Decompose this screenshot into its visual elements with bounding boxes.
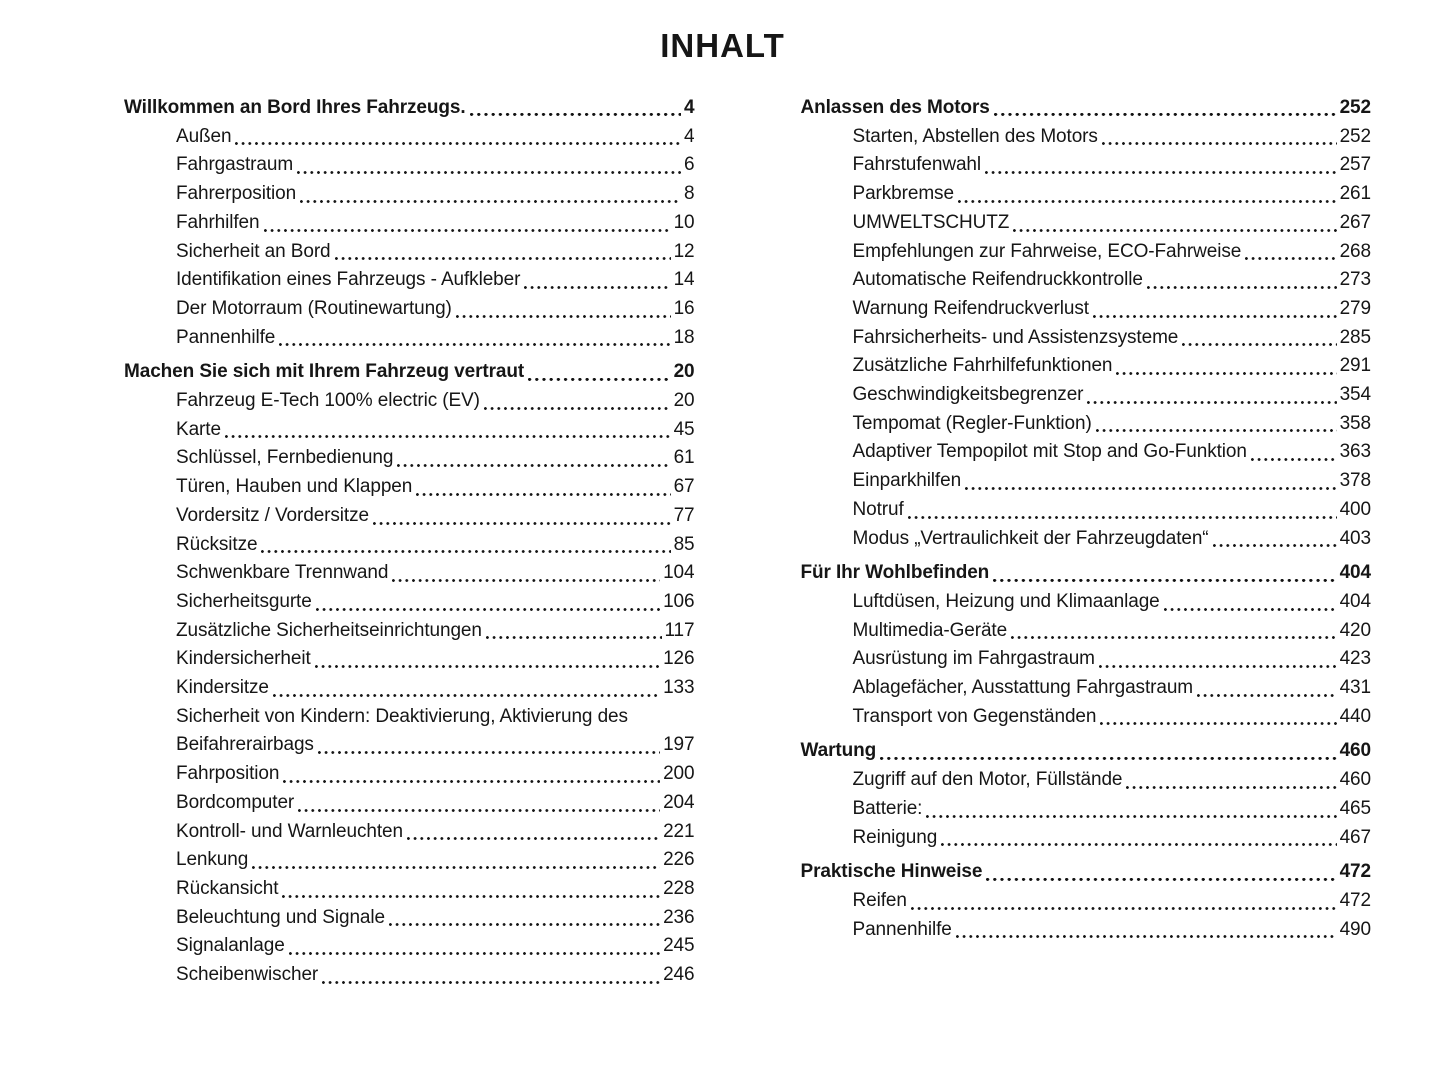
page-number: 420 (1339, 619, 1371, 641)
page-number: 257 (1339, 154, 1371, 176)
entry-label: Tempomat (Regler-Funktion) (852, 412, 1092, 434)
dot-leader (273, 694, 660, 697)
toc-entry (124, 645, 695, 674)
entry-label: Zusätzliche Sicherheitseinrichtungen (176, 619, 482, 641)
toc-entry (124, 295, 695, 324)
entry-label: Türen, Hauben und Klappen (176, 476, 413, 498)
toc-section-heading (124, 94, 695, 123)
dot-leader (908, 516, 1337, 519)
toc-entry (801, 916, 1372, 945)
entry-label: Rückansicht (176, 877, 279, 899)
toc-entry (124, 961, 695, 990)
entry-label: Fahrsicherheits- und Assistenzsysteme (852, 326, 1179, 348)
page-number: 228 (663, 877, 695, 899)
toc-entry (124, 846, 695, 875)
toc-column-left (124, 94, 695, 990)
entry-label: Sicherheitsgurte (176, 590, 312, 612)
toc-entry (801, 766, 1372, 795)
toc-entry (124, 559, 695, 588)
section-title: Anlassen des Motors (800, 97, 990, 118)
dot-leader (1164, 608, 1337, 611)
dot-leader (880, 757, 1336, 760)
toc-entry (124, 617, 695, 646)
toc-entry (801, 645, 1372, 674)
entry-label: Transport von Gegenständen (852, 705, 1097, 727)
dot-leader (335, 257, 671, 260)
dot-leader (1011, 636, 1337, 639)
dot-leader (1100, 722, 1336, 725)
toc-section-heading (801, 737, 1372, 766)
page-number: 126 (663, 648, 695, 670)
page-number: 404 (1339, 562, 1371, 584)
dot-leader (528, 378, 670, 381)
toc-entry (801, 674, 1372, 703)
dot-leader (373, 522, 671, 525)
toc-entry (801, 525, 1372, 554)
toc-entry (124, 238, 695, 267)
toc-entry (801, 795, 1372, 824)
page-number: 490 (1339, 918, 1371, 940)
entry-label: Ablagefächer, Ausstattung Fahrgastraum (852, 677, 1194, 699)
page-number: 404 (1339, 590, 1371, 612)
entry-label: Außen (176, 125, 232, 147)
dot-leader (322, 981, 660, 984)
entry-label: Kindersitze (176, 677, 269, 699)
section-title: Für Ihr Wohlbefinden (800, 562, 990, 584)
toc-entry (124, 789, 695, 818)
dot-leader (911, 907, 1337, 910)
entry-label: Einparkhilfen (852, 470, 962, 492)
page-number: 431 (1339, 677, 1371, 699)
toc-entry (801, 410, 1372, 439)
page-number: 61 (673, 447, 695, 469)
entry-label: Fahrhilfen (176, 211, 260, 233)
dot-leader (297, 171, 681, 174)
dot-leader (958, 200, 1337, 203)
entry-label: Identifikation eines Fahrzeugs - Aufkleber (176, 269, 521, 291)
dot-leader (289, 952, 660, 955)
section-title: Willkommen an Bord Ihres Fahrzeugs. (124, 97, 466, 118)
dot-leader (1245, 257, 1336, 260)
dot-leader (225, 435, 671, 438)
entry-label: Fahrerposition (176, 183, 297, 205)
dot-leader (264, 229, 671, 232)
dot-leader (389, 923, 660, 926)
dot-leader (392, 579, 660, 582)
entry-label: Pannenhilfe (176, 326, 276, 348)
toc-entry (801, 496, 1372, 525)
entry-label: Lenkung (176, 849, 249, 871)
page-number: 460 (1339, 769, 1371, 791)
entry-label: Sicherheit von Kindern: Deaktivierung, Aktivierung des (176, 705, 628, 727)
dot-leader (1087, 401, 1336, 404)
entry-label: Fahrgastraum (176, 154, 294, 176)
dot-leader (407, 837, 660, 840)
page-number: 423 (1339, 648, 1371, 670)
toc-entry (801, 324, 1372, 353)
dot-leader (1099, 665, 1337, 668)
entry-label: Reifen (852, 889, 907, 911)
toc-entry (124, 904, 695, 933)
entry-label: Batterie: (852, 797, 923, 819)
dot-leader (283, 780, 660, 783)
page-title: INHALT (660, 27, 785, 64)
entry-label: Luftdüsen, Heizung und Klimaanlage (852, 590, 1160, 612)
page-number: 400 (1339, 498, 1371, 520)
entry-label: Sicherheit an Bord (176, 240, 331, 262)
page-number: 117 (664, 619, 695, 641)
entry-label: Starten, Abstellen des Motors (852, 125, 1098, 147)
dot-leader (956, 935, 1337, 938)
entry-label: Geschwindigkeitsbegrenzer (852, 384, 1084, 406)
page-number: 226 (663, 849, 695, 871)
toc-entry (801, 238, 1372, 267)
dot-leader (1126, 786, 1336, 789)
toc-section-heading (801, 559, 1372, 588)
toc-entry (124, 588, 695, 617)
toc-entry (801, 703, 1372, 732)
entry-label: Scheibenwischer (176, 964, 319, 986)
toc-entry (801, 824, 1372, 853)
page-number: 6 (684, 154, 695, 176)
section-title: Wartung (800, 740, 877, 762)
page-number: 10 (673, 211, 695, 233)
entry-label: Bordcomputer (176, 791, 295, 813)
entry-label: Kontroll- und Warnleuchten (176, 820, 403, 842)
dot-leader (985, 171, 1337, 174)
page-number: 268 (1339, 240, 1371, 262)
entry-label: Fahrzeug E-Tech 100% electric (EV) (176, 390, 480, 412)
toc-entry (124, 674, 695, 703)
dot-leader (1116, 372, 1336, 375)
page-number: 67 (673, 476, 695, 498)
entry-label: Notruf (852, 498, 904, 520)
dot-leader (1251, 458, 1337, 461)
entry-label: Fahrposition (176, 763, 280, 785)
dot-leader (300, 200, 681, 203)
toc-entry (801, 266, 1372, 295)
toc-entry (124, 387, 695, 416)
page-number: 460 (1339, 740, 1371, 762)
dot-leader (298, 809, 660, 812)
dot-leader (486, 636, 662, 639)
dot-leader (994, 113, 1337, 116)
page-number: 246 (663, 964, 695, 986)
entry-label: Beifahrerairbags (176, 734, 314, 756)
toc-entry (124, 151, 695, 180)
toc-entry (801, 887, 1372, 916)
page-number: 467 (1339, 826, 1371, 848)
page-number: 20 (673, 361, 695, 383)
page-number: 403 (1339, 527, 1371, 549)
dot-leader (397, 464, 670, 467)
dot-leader (926, 815, 1336, 818)
entry-label: Signalanlage (176, 935, 285, 957)
page-number: 236 (663, 906, 695, 928)
toc-entry (124, 209, 695, 238)
dot-leader (484, 407, 671, 410)
toc-entry (124, 502, 695, 531)
page-number: 221 (663, 820, 695, 842)
dot-leader (1197, 694, 1337, 697)
entry-label: Schwenkbare Trennwand (176, 562, 389, 584)
page-number: 472 (1339, 889, 1371, 911)
dot-leader (261, 550, 670, 553)
toc-entry (124, 932, 695, 961)
page-number: 354 (1339, 384, 1371, 406)
page-number: 273 (1339, 269, 1371, 291)
page-number: 363 (1339, 441, 1371, 463)
dot-leader (1096, 429, 1337, 432)
dot-leader (279, 343, 670, 346)
toc (0, 94, 1445, 990)
toc-entry (801, 123, 1372, 152)
page-number: 279 (1339, 297, 1371, 319)
toc-entry (124, 875, 695, 904)
entry-label: Adaptiver Tempopilot mit Stop and Go-Funktion (852, 441, 1247, 463)
dot-leader (1102, 142, 1337, 145)
page-number: 18 (673, 326, 695, 348)
entry-label: Pannenhilfe (852, 918, 952, 940)
dot-leader (524, 286, 670, 289)
toc-entry (124, 731, 695, 760)
dot-leader (965, 487, 1337, 490)
entry-label: Schlüssel, Fernbedienung (176, 447, 394, 469)
page-number: 252 (1339, 125, 1371, 147)
entry-label: Beleuchtung und Signale (176, 906, 385, 928)
dot-leader (282, 895, 660, 898)
page-number: 472 (1339, 861, 1371, 883)
entry-label: Multimedia-Geräte (852, 619, 1008, 641)
page-number: 14 (673, 269, 695, 291)
dot-leader (1213, 544, 1337, 547)
toc-entry (801, 295, 1372, 324)
toc-entry-first-line (124, 703, 695, 732)
dot-leader (416, 493, 670, 496)
toc-entry (124, 416, 695, 445)
toc-entry (124, 266, 695, 295)
dot-leader (993, 579, 1336, 582)
toc-entry (124, 473, 695, 502)
page-number: 440 (1339, 705, 1371, 727)
page-number: 133 (663, 677, 695, 699)
entry-label: Ausrüstung im Fahrgastraum (852, 648, 1095, 670)
toc-entry (124, 818, 695, 847)
dot-leader (1093, 315, 1337, 318)
page-number: 197 (663, 734, 695, 756)
toc-section-heading (801, 858, 1372, 887)
dot-leader (1182, 343, 1336, 346)
page-number: 252 (1339, 97, 1371, 118)
page-number: 285 (1339, 326, 1371, 348)
page-number: 204 (663, 791, 695, 813)
toc-entry (801, 438, 1372, 467)
entry-label: Empfehlungen zur Fahrweise, ECO-Fahrweise (852, 240, 1242, 262)
dot-leader (941, 843, 1336, 846)
entry-label: Zusätzliche Fahrhilfefunktionen (852, 355, 1113, 377)
entry-label: Automatische Reifendruckkontrolle (852, 269, 1143, 291)
section-title: Machen Sie sich mit Ihrem Fahrzeug vertraut (124, 361, 525, 383)
entry-label: Fahrstufenwahl (852, 154, 982, 176)
entry-label: UMWELTSCHUTZ (852, 211, 1010, 233)
page-number: 106 (663, 590, 695, 612)
dot-leader (456, 315, 671, 318)
toc-entry (801, 151, 1372, 180)
page-number: 358 (1339, 412, 1371, 434)
entry-label: Kindersicherheit (176, 648, 311, 670)
dot-leader (318, 751, 660, 754)
dot-leader (1147, 286, 1337, 289)
dot-leader (315, 665, 660, 668)
toc-entry (124, 444, 695, 473)
toc-column-right (801, 94, 1372, 990)
entry-label: Modus „Vertraulichkeit der Fahrzeugdaten“ (852, 527, 1209, 549)
page-number: 378 (1339, 470, 1371, 492)
dot-leader (252, 866, 660, 869)
page-number: 200 (663, 763, 695, 785)
toc-entry (124, 531, 695, 560)
toc-entry (801, 352, 1372, 381)
entry-label: Parkbremse (852, 183, 954, 205)
toc-entry (801, 617, 1372, 646)
page-number: 4 (684, 97, 695, 118)
page-number: 267 (1339, 211, 1371, 233)
toc-section-heading (124, 358, 695, 387)
dot-leader (986, 878, 1336, 881)
entry-label: Karte (176, 418, 221, 440)
page-number: 104 (663, 562, 695, 584)
page-number: 8 (684, 183, 695, 205)
page-number: 77 (673, 504, 695, 526)
toc-entry (124, 123, 695, 152)
page-number: 12 (673, 240, 695, 262)
page-number: 16 (673, 297, 695, 319)
page-number: 45 (673, 418, 695, 440)
dot-leader (235, 142, 681, 145)
toc-entry (801, 467, 1372, 496)
dot-leader (316, 608, 660, 611)
page-number: 245 (663, 935, 695, 957)
page-number: 85 (673, 533, 695, 555)
page-number: 261 (1339, 183, 1371, 205)
entry-label: Zugriff auf den Motor, Füllstände (852, 769, 1123, 791)
toc-entry (124, 180, 695, 209)
entry-label: Rücksitze (176, 533, 258, 555)
page-number: 20 (673, 390, 695, 412)
toc-entry (801, 209, 1372, 238)
entry-label: Warnung Reifendruckverlust (852, 297, 1089, 319)
page-number: 4 (684, 125, 695, 147)
page-number: 291 (1339, 355, 1371, 377)
toc-entry (801, 180, 1372, 209)
section-title: Praktische Hinweise (800, 861, 983, 883)
toc-entry (801, 381, 1372, 410)
entry-label: Vordersitz / Vordersitze (176, 504, 369, 526)
toc-section-heading (801, 94, 1372, 123)
dot-leader (1013, 229, 1336, 232)
toc-entry (801, 588, 1372, 617)
page-number: 465 (1339, 797, 1371, 819)
toc-entry (124, 760, 695, 789)
toc-entry (124, 324, 695, 353)
dot-leader (470, 113, 681, 116)
entry-label: Reinigung (852, 826, 938, 848)
entry-label: Der Motorraum (Routinewartung) (176, 297, 452, 319)
